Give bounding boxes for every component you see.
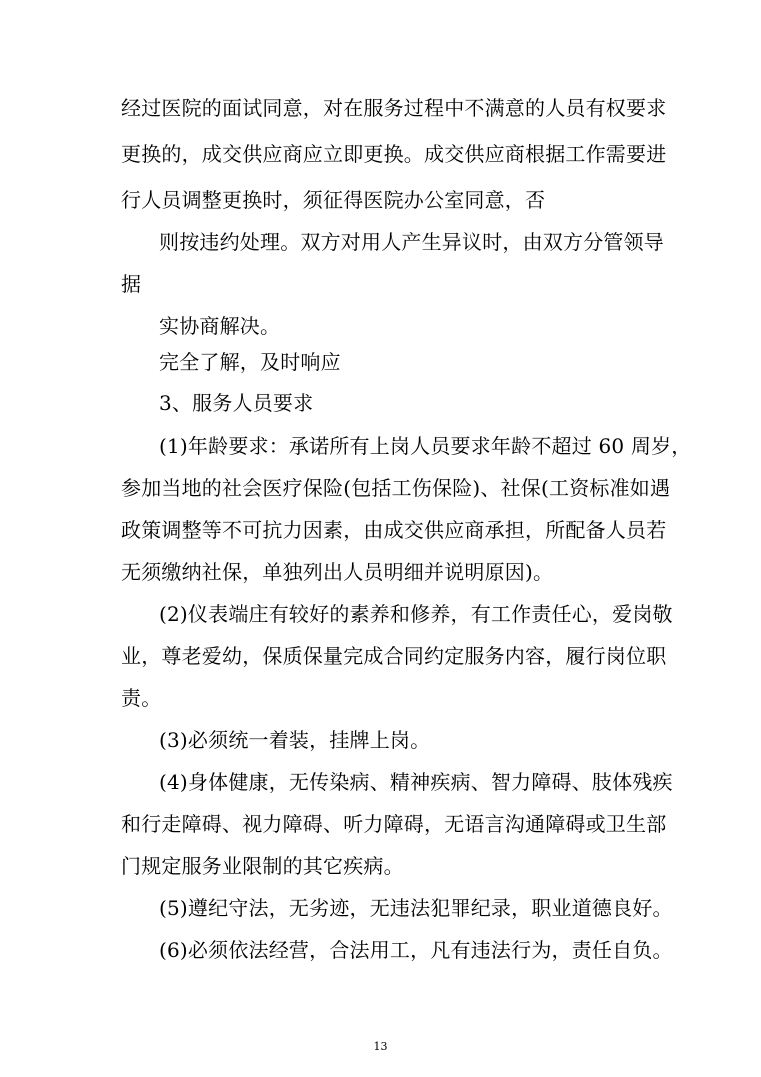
text-line: 经过医院的面试同意，对在服务过程中不满意的人员有权要求 — [121, 96, 667, 120]
text-line: (5)遵纪守法，无劣迹，无违法犯罪纪录，职业道德良好。 — [159, 896, 673, 920]
text-line: (4)身体健康，无传染病、精神疾病、智力障碍、肢体残疾 — [159, 770, 673, 794]
text-line: 实协商解决。 — [159, 314, 281, 338]
text-line: 则按违约处理。双方对用人产生异议时，由双方分管领导 — [159, 230, 664, 254]
text-line: 更换的，成交供应商应立即更换。成交供应商根据工作需要进 — [121, 142, 667, 166]
section-heading: 3、服务人员要求 — [159, 391, 314, 415]
text-line: 业，尊老爱幼，保质保量完成合同约定服务内容，履行岗位职 — [121, 644, 667, 668]
text-line: 门规定服务业限制的其它疾病。 — [121, 854, 404, 878]
text-line: 责。 — [121, 686, 162, 710]
text-line: 无须缴纳社保，单独列出人员明细并说明原因)。 — [121, 560, 554, 584]
text-line: 参加当地的社会医疗保险(包括工伤保险)、社保(工资标准如遇 — [121, 476, 671, 500]
text-line: (2)仪表端庄有较好的素养和修养，有工作责任心，爱岗敬 — [159, 602, 673, 626]
text-line: 据 — [121, 272, 142, 296]
text-line: 行人员调整更换时，须征得医院办公室同意，否 — [121, 188, 546, 212]
text-line: 政策调整等不可抗力因素，由成交供应商承担，所配备人员若 — [121, 518, 667, 542]
text-line: (6)必须依法经营，合法用工，凡有违法行为，责任自负。 — [159, 938, 673, 962]
text-line: 完全了解，及时响应 — [159, 350, 341, 374]
text-line: (3)必须统一着装，挂牌上岗。 — [159, 728, 431, 752]
text-line: 和行走障碍、视力障碍、听力障碍，无语言沟通障碍或卫生部 — [121, 812, 667, 836]
page-number: 13 — [373, 1040, 388, 1053]
text-line: (1)年龄要求：承诺所有上岗人员要求年龄不超过 60 周岁， — [159, 434, 692, 458]
